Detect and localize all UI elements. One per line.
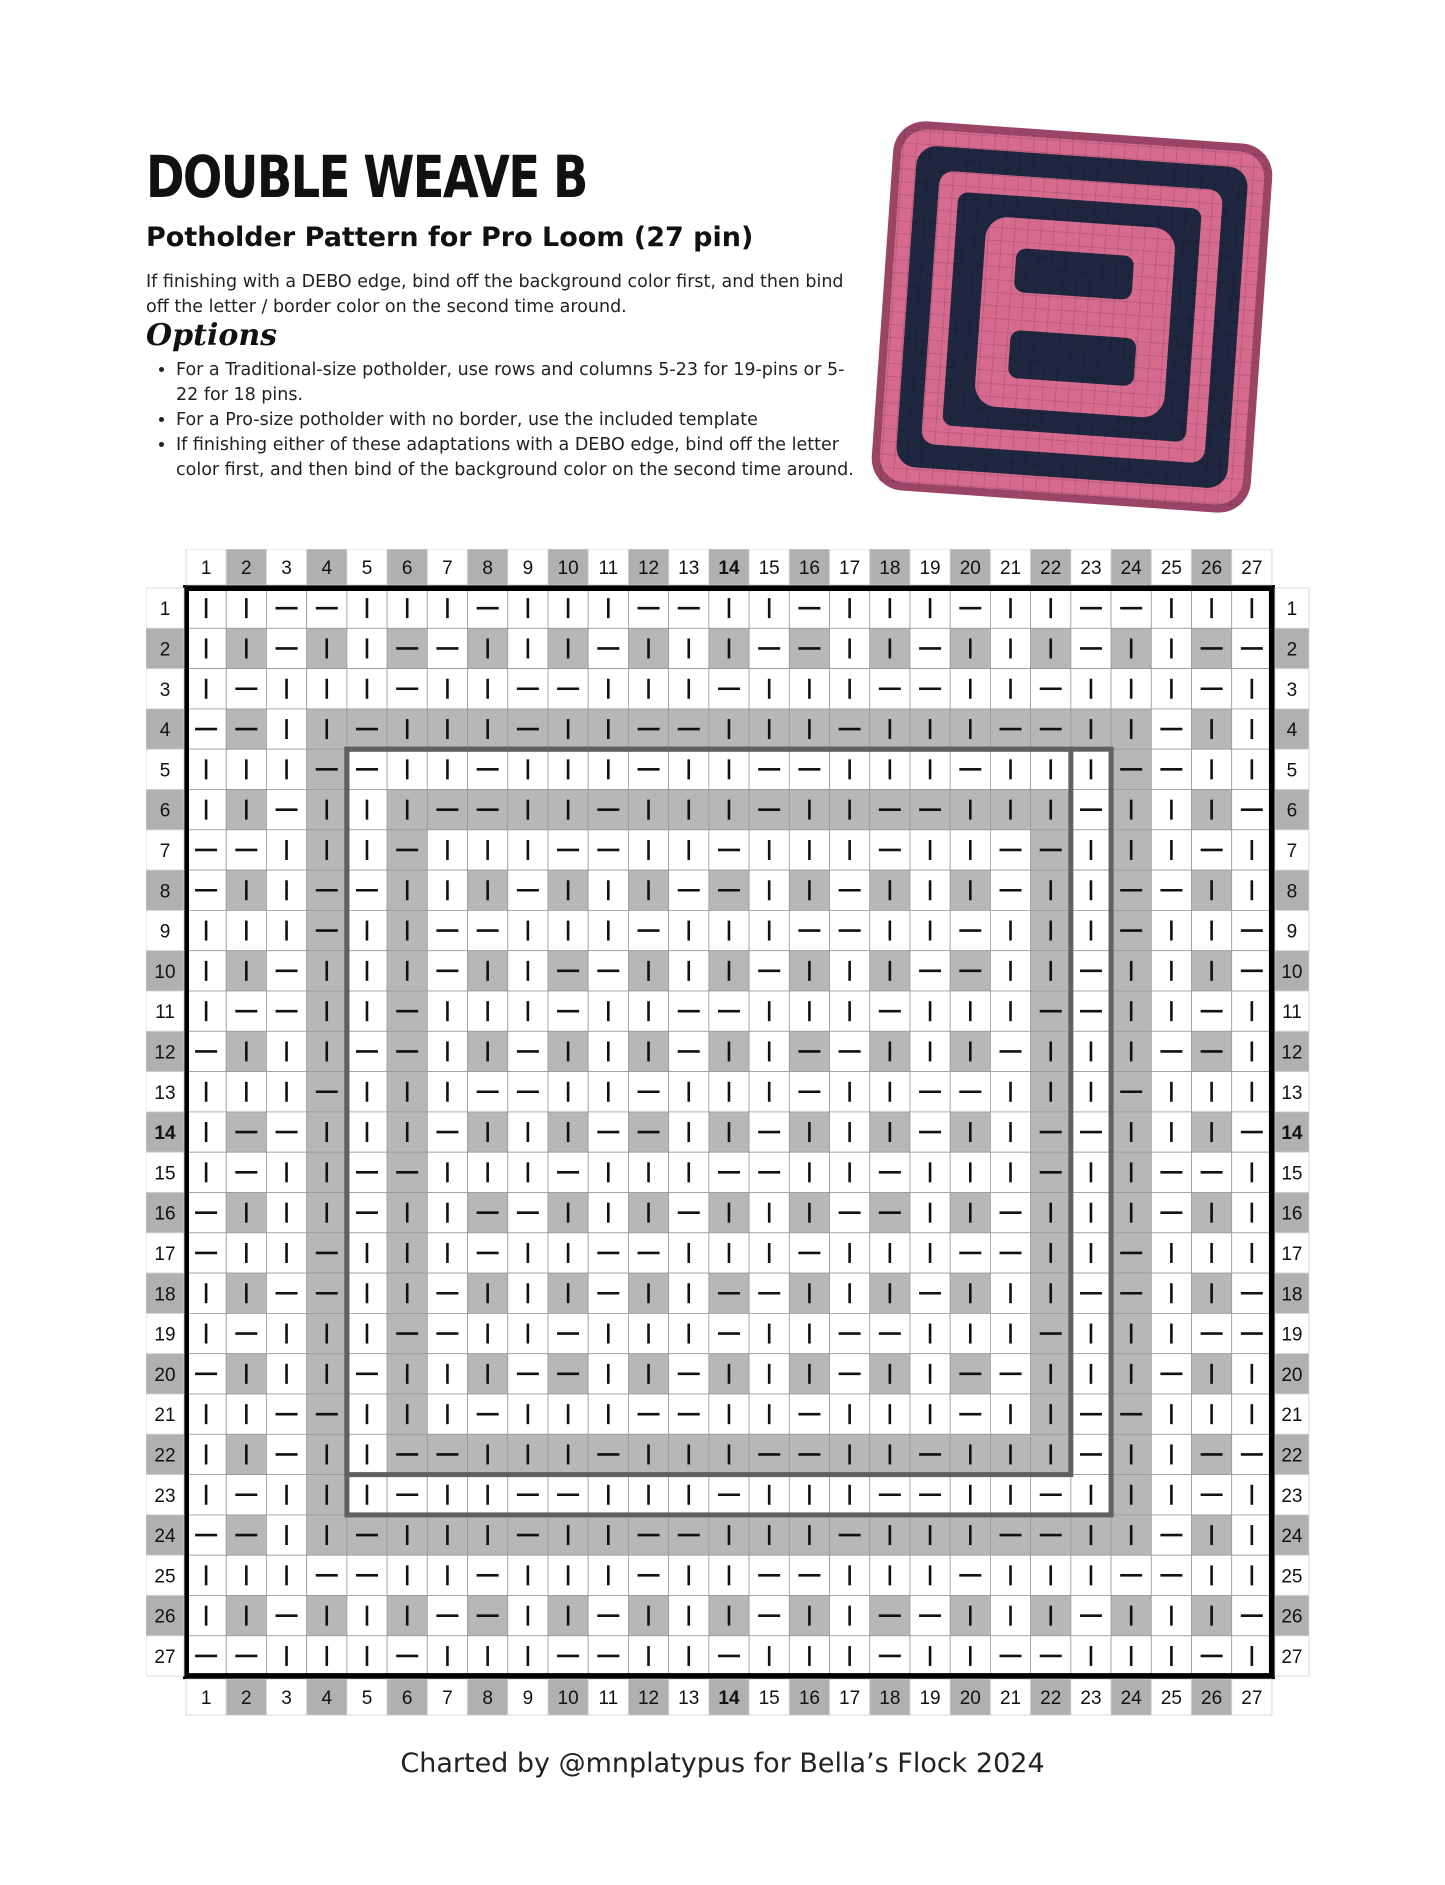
column-label: 18 <box>879 558 901 579</box>
option-item: • For a Traditional-size potholder, use rows and columns 5-23 for 19-pins or 5-22 for 18 pins. <box>176 358 856 408</box>
row-label: 2 <box>159 639 171 661</box>
row-label: 16 <box>154 1203 176 1225</box>
column-label: 4 <box>321 558 333 579</box>
row-label: 14 <box>154 1123 176 1145</box>
row-label: 17 <box>1281 1243 1303 1265</box>
row-label: 22 <box>1281 1445 1303 1467</box>
column-label: 3 <box>281 1688 292 1710</box>
column-label: 27 <box>1241 558 1263 579</box>
column-label: 1 <box>200 558 212 579</box>
row-label: 17 <box>154 1243 176 1265</box>
row-label: 6 <box>159 800 171 822</box>
column-label: 3 <box>281 558 292 579</box>
column-label: 11 <box>598 1688 619 1710</box>
row-label: 3 <box>1286 679 1298 701</box>
row-label: 10 <box>1281 961 1303 983</box>
column-label: 19 <box>919 1688 941 1710</box>
column-label: 23 <box>1080 558 1102 579</box>
row-label: 3 <box>159 679 171 701</box>
row-label: 19 <box>1281 1324 1303 1346</box>
page-subtitle: Potholder Pattern for Pro Loom (27 pin) <box>146 222 754 253</box>
column-label: 24 <box>1120 558 1142 579</box>
column-label: 23 <box>1080 1688 1102 1710</box>
footer-credit: Charted by @mnplatypus for Bella’s Flock 2024 <box>400 1748 1045 1779</box>
column-label: 7 <box>442 1688 453 1710</box>
row-label: 11 <box>155 1002 175 1024</box>
row-label: 5 <box>1286 760 1298 782</box>
column-label: 11 <box>598 558 619 579</box>
column-label: 10 <box>557 558 579 579</box>
row-label: 7 <box>1286 840 1298 862</box>
row-label: 16 <box>1281 1203 1303 1225</box>
column-label: 26 <box>1201 1688 1223 1710</box>
column-label: 8 <box>482 558 493 579</box>
row-label: 20 <box>1281 1364 1303 1386</box>
column-label: 6 <box>401 1688 413 1710</box>
column-label: 2 <box>241 1688 252 1710</box>
column-label: 16 <box>798 1688 820 1710</box>
row-label: 1 <box>159 599 171 621</box>
column-label: 13 <box>678 558 700 579</box>
column-label: 7 <box>442 558 453 579</box>
row-label: 22 <box>154 1445 176 1467</box>
column-label: 4 <box>321 1688 333 1710</box>
intro-text: If finishing with a DEBO edge, bind off the background color first, and then bind off the letter / border color on the second time around. <box>146 272 844 317</box>
column-label: 14 <box>718 558 740 579</box>
row-label: 15 <box>1281 1163 1303 1185</box>
potholder-photo <box>862 112 1282 522</box>
row-label: 23 <box>1281 1485 1303 1507</box>
row-label: 2 <box>1286 639 1298 661</box>
column-label: 8 <box>482 1688 493 1710</box>
row-label: 10 <box>154 961 176 983</box>
column-label: 20 <box>959 558 981 579</box>
column-label: 2 <box>241 558 252 579</box>
column-label: 14 <box>718 1688 740 1710</box>
row-label: 4 <box>159 720 171 742</box>
row-label: 1 <box>1286 599 1298 621</box>
column-label: 12 <box>637 1688 660 1710</box>
row-label: 23 <box>154 1485 176 1507</box>
column-label: 5 <box>361 558 373 579</box>
column-label: 19 <box>919 558 941 579</box>
row-label: 27 <box>1281 1646 1303 1668</box>
options-list <box>146 358 856 483</box>
column-label: 15 <box>758 558 780 579</box>
row-label: 8 <box>159 881 171 903</box>
column-label: 21 <box>999 558 1022 579</box>
row-label: 12 <box>154 1042 176 1064</box>
row-label: 9 <box>159 921 171 943</box>
column-label: 15 <box>758 1688 780 1710</box>
row-label: 20 <box>154 1364 176 1386</box>
row-label: 24 <box>154 1526 176 1548</box>
row-label: 24 <box>1281 1526 1303 1548</box>
row-label: 18 <box>154 1284 176 1306</box>
column-label: 16 <box>798 558 820 579</box>
column-label: 17 <box>839 558 861 579</box>
column-label: 6 <box>401 558 413 579</box>
row-label: 21 <box>1281 1405 1303 1427</box>
column-label: 12 <box>637 558 660 579</box>
column-label: 26 <box>1201 558 1223 579</box>
row-label: 19 <box>154 1324 176 1346</box>
column-label: 17 <box>839 1688 861 1710</box>
option-item: • If finishing either of these adaptations with a DEBO edge, bind off the letter color first, and then bind of the background color on the second time around. <box>176 433 856 483</box>
row-label: 9 <box>1286 921 1298 943</box>
column-label: 22 <box>1040 558 1062 579</box>
options-heading: Options <box>146 318 278 353</box>
column-label: 18 <box>879 1688 901 1710</box>
pattern-chart <box>146 549 1312 1725</box>
row-label: 12 <box>1281 1042 1303 1064</box>
row-label: 7 <box>159 840 171 862</box>
column-label: 9 <box>522 558 534 579</box>
row-label: 18 <box>1281 1284 1303 1306</box>
row-label: 6 <box>1286 800 1298 822</box>
column-label: 21 <box>999 1688 1022 1710</box>
row-label: 27 <box>154 1646 176 1668</box>
column-label: 13 <box>678 1688 700 1710</box>
column-label: 27 <box>1241 1688 1263 1710</box>
column-label: 22 <box>1040 1688 1062 1710</box>
row-label: 26 <box>154 1606 176 1628</box>
column-label: 20 <box>959 1688 981 1710</box>
column-label: 25 <box>1160 558 1182 579</box>
row-label: 8 <box>1286 881 1298 903</box>
column-label: 24 <box>1120 1688 1142 1710</box>
row-label: 14 <box>1281 1123 1303 1145</box>
row-label: 5 <box>159 760 171 782</box>
row-label: 11 <box>1282 1002 1302 1024</box>
row-label: 21 <box>154 1405 176 1427</box>
row-label: 13 <box>1281 1082 1303 1104</box>
column-label: 10 <box>557 1688 579 1710</box>
page-title: DOUBLE WEAVE B <box>146 143 587 211</box>
column-label: 9 <box>522 1688 534 1710</box>
column-label: 25 <box>1160 1688 1182 1710</box>
column-label: 1 <box>200 1688 212 1710</box>
option-item: • For a Pro-size potholder with no border, use the included template <box>176 408 856 433</box>
row-label: 4 <box>1286 720 1298 742</box>
column-label: 5 <box>361 1688 373 1710</box>
row-label: 15 <box>154 1163 176 1185</box>
row-label: 25 <box>1281 1566 1303 1588</box>
row-label: 13 <box>154 1082 176 1104</box>
row-label: 26 <box>1281 1606 1303 1628</box>
row-label: 25 <box>154 1566 176 1588</box>
